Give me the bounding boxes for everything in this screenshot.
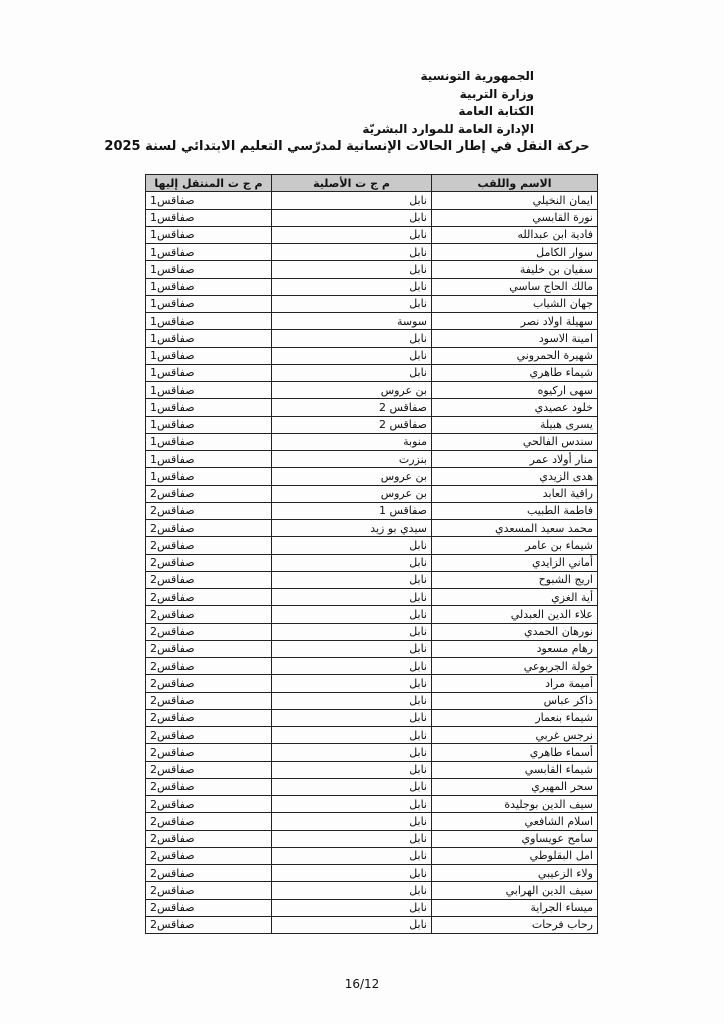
cell-name: شهيرة الحمروني (432, 347, 598, 364)
cell-destination (146, 675, 272, 692)
cell-destination-text: صفاقس2 (150, 573, 195, 587)
cell-destination-text: صفاقس2 (150, 814, 195, 828)
column-header-origin: م ج ت الأصلية (272, 175, 432, 192)
cell-origin: نابل (272, 796, 432, 813)
cell-destination (146, 916, 272, 933)
cell-name: خلود عصيدي (432, 399, 598, 416)
cell-name: مالك الحاج ساسي (432, 278, 598, 295)
cell-name: فادية ابن عبدالله (432, 226, 598, 243)
cell-destination (146, 261, 272, 278)
cell-destination-text: صفاقس2 (150, 676, 195, 690)
cell-destination (146, 658, 272, 675)
document-title (0, 139, 724, 154)
cell-destination-text: صفاقس1 (150, 280, 195, 294)
table-row (146, 571, 598, 588)
column-header-name: الاسم واللقب (432, 175, 598, 192)
cell-name: سامح عويساوي (432, 830, 598, 847)
cell-destination-text: صفاقس2 (150, 590, 195, 604)
cell-destination-text: صفاقس2 (150, 745, 195, 759)
table-row (146, 623, 598, 640)
cell-name: سهى اركيوه (432, 382, 598, 399)
cell-destination (146, 244, 272, 261)
cell-origin: نابل (272, 347, 432, 364)
cell-origin: نابل (272, 692, 432, 709)
cell-name: نرجس غربي (432, 727, 598, 744)
cell-destination (146, 589, 272, 606)
table-row (146, 606, 598, 623)
cell-name: علاء الدين العبدلي (432, 606, 598, 623)
cell-name: فاطمة الطبيب (432, 502, 598, 519)
cell-destination (146, 554, 272, 571)
cell-destination-text: صفاقس2 (150, 625, 195, 639)
cell-destination-text: صفاقس2 (150, 918, 195, 932)
table-row (146, 709, 598, 726)
table-row (146, 899, 598, 916)
cell-origin: نابل (272, 899, 432, 916)
cell-destination-text: صفاقس1 (150, 418, 195, 432)
cell-name: هدى الزيدي (432, 468, 598, 485)
table-row (146, 589, 598, 606)
cell-destination (146, 796, 272, 813)
cell-name: شيماء بنعمار (432, 709, 598, 726)
table-row (146, 778, 598, 795)
cell-origin: نابل (272, 709, 432, 726)
cell-origin: نابل (272, 295, 432, 312)
cell-destination-text: صفاقس2 (150, 866, 195, 880)
cell-name: سندس الفالحي (432, 433, 598, 450)
table-row (146, 692, 598, 709)
header-line-hr-directorate: الإدارة العامة للموارد البشريّة (362, 121, 534, 136)
cell-name: نورة القابسي (432, 209, 598, 226)
cell-origin: بن عروس (272, 485, 432, 502)
cell-destination (146, 226, 272, 243)
cell-origin: نابل (272, 813, 432, 830)
cell-destination-text: صفاقس2 (150, 556, 195, 570)
cell-destination (146, 744, 272, 761)
cell-origin: نابل (272, 865, 432, 882)
cell-origin: نابل (272, 882, 432, 899)
table-row (146, 416, 598, 433)
cell-destination-text: صفاقس1 (150, 400, 195, 414)
table-row (146, 485, 598, 502)
table-row (146, 830, 598, 847)
cell-origin: نابل (272, 330, 432, 347)
table-row (146, 278, 598, 295)
cell-name: شيماء القابسي (432, 761, 598, 778)
table-header-row (146, 175, 598, 192)
table-row (146, 658, 598, 675)
cell-destination-text: صفاقس2 (150, 797, 195, 811)
cell-destination-text: صفاقس1 (150, 469, 195, 483)
cell-destination (146, 865, 272, 882)
cell-destination (146, 571, 272, 588)
cell-name: شيماء بن عامر (432, 537, 598, 554)
cell-destination-text: صفاقس2 (150, 607, 195, 621)
table-row (146, 882, 598, 899)
cell-origin: نابل (272, 244, 432, 261)
cell-destination (146, 640, 272, 657)
cell-destination (146, 623, 272, 640)
header-line-secretariat: الكتابة العامة (458, 104, 534, 118)
cell-destination-text: صفاقس1 (150, 349, 195, 363)
cell-name: أية الغزي (432, 589, 598, 606)
cell-destination-text: صفاقس1 (150, 435, 195, 449)
table-row (146, 761, 598, 778)
cell-origin: نابل (272, 209, 432, 226)
table-row (146, 330, 598, 347)
cell-destination (146, 295, 272, 312)
cell-destination (146, 382, 272, 399)
cell-destination (146, 451, 272, 468)
cell-destination-text: صفاقس1 (150, 452, 195, 466)
cell-origin: نابل (272, 589, 432, 606)
cell-destination (146, 485, 272, 502)
table-row (146, 537, 598, 554)
table-row (146, 520, 598, 537)
cell-origin: بن عروس (272, 382, 432, 399)
cell-origin: نابل (272, 675, 432, 692)
cell-destination (146, 882, 272, 899)
cell-destination (146, 502, 272, 519)
cell-destination (146, 709, 272, 726)
cell-origin: نابل (272, 761, 432, 778)
table-row (146, 451, 598, 468)
cell-name: راقية العابد (432, 485, 598, 502)
cell-destination (146, 847, 272, 864)
document-title-text: حركة النقل في إطار الحالات الإنسانية لمدرّسي التعليم الابتدائي لسنة 2025 (104, 139, 590, 154)
cell-destination-text: صفاقس2 (150, 849, 195, 863)
page-number: 16/12 (344, 977, 380, 991)
table-row (146, 364, 598, 381)
cell-destination-text: صفاقس2 (150, 694, 195, 708)
cell-destination (146, 813, 272, 830)
table-row (146, 209, 598, 226)
cell-destination (146, 692, 272, 709)
cell-destination-text: صفاقس1 (150, 297, 195, 311)
table-row (146, 261, 598, 278)
cell-origin: نابل (272, 623, 432, 640)
cell-destination (146, 313, 272, 330)
cell-name: اسلام الشافعي (432, 813, 598, 830)
cell-origin: نابل (272, 364, 432, 381)
cell-name: سهيلة اولاد نصر (432, 313, 598, 330)
cell-name: سيف الدين الهرابي (432, 882, 598, 899)
table-row (146, 744, 598, 761)
cell-destination (146, 330, 272, 347)
cell-name: اريج الشبوح (432, 571, 598, 588)
cell-destination-text: صفاقس2 (150, 504, 195, 518)
cell-origin: نابل (272, 847, 432, 864)
header-line-republic: الجمهورية التونسية (420, 69, 534, 83)
cell-destination (146, 727, 272, 744)
cell-origin: نابل (272, 192, 432, 209)
cell-name: رحاب فرحات (432, 916, 598, 933)
cell-destination (146, 830, 272, 847)
cell-origin: سيدي بو زيد (272, 520, 432, 537)
cell-origin: بن عروس (272, 468, 432, 485)
table-row (146, 813, 598, 830)
cell-destination (146, 778, 272, 795)
table-row (146, 399, 598, 416)
cell-destination-text: صفاقس2 (150, 763, 195, 777)
cell-destination (146, 278, 272, 295)
cell-origin: سوسة (272, 313, 432, 330)
table-row (146, 916, 598, 933)
transfer-table (145, 174, 598, 934)
cell-destination (146, 364, 272, 381)
cell-name: خولة الجربوعي (432, 658, 598, 675)
table-row (146, 554, 598, 571)
cell-origin: نابل (272, 916, 432, 933)
cell-name: نورهان الحمدي (432, 623, 598, 640)
cell-destination (146, 433, 272, 450)
table-row (146, 382, 598, 399)
cell-destination-text: صفاقس2 (150, 728, 195, 742)
cell-origin: نابل (272, 226, 432, 243)
cell-destination (146, 761, 272, 778)
cell-destination-text: صفاقس1 (150, 383, 195, 397)
ministry-header (362, 68, 534, 138)
cell-destination-text: صفاقس1 (150, 193, 195, 207)
cell-destination-text: صفاقس2 (150, 711, 195, 725)
table-row (146, 226, 598, 243)
cell-origin: صفاقس 1 (272, 502, 432, 519)
cell-destination (146, 416, 272, 433)
cell-origin: نابل (272, 278, 432, 295)
cell-name: محمد سعيد المسعدي (432, 520, 598, 537)
cell-origin: نابل (272, 658, 432, 675)
cell-origin: نابل (272, 744, 432, 761)
cell-destination (146, 520, 272, 537)
cell-destination-text: صفاقس1 (150, 211, 195, 225)
cell-origin: نابل (272, 778, 432, 795)
cell-destination (146, 606, 272, 623)
cell-name: ميساء الجراية (432, 899, 598, 916)
cell-origin: نابل (272, 554, 432, 571)
cell-name: ايمان النخيلي (432, 192, 598, 209)
cell-origin: نابل (272, 727, 432, 744)
cell-origin: نابل (272, 606, 432, 623)
cell-name: ذاكر عباس (432, 692, 598, 709)
cell-destination (146, 192, 272, 209)
cell-destination-text: صفاقس1 (150, 366, 195, 380)
table-row (146, 433, 598, 450)
table-row (146, 347, 598, 364)
cell-name: سوار الكامل (432, 244, 598, 261)
table-row (146, 847, 598, 864)
table-row (146, 727, 598, 744)
cell-origin: نابل (272, 571, 432, 588)
cell-name: امل البقلوطي (432, 847, 598, 864)
cell-destination (146, 209, 272, 226)
cell-destination-text: صفاقس2 (150, 521, 195, 535)
table-row (146, 796, 598, 813)
cell-name: شيماء طاهري (432, 364, 598, 381)
cell-name: رهام مسعود (432, 640, 598, 657)
cell-destination-text: صفاقس1 (150, 228, 195, 242)
cell-destination-text: صفاقس1 (150, 331, 195, 345)
cell-destination (146, 537, 272, 554)
cell-name: أسماء طاهري (432, 744, 598, 761)
cell-destination-text: صفاقس2 (150, 659, 195, 673)
cell-destination-text: صفاقس2 (150, 538, 195, 552)
cell-origin: نابل (272, 640, 432, 657)
cell-destination-text: صفاقس1 (150, 245, 195, 259)
cell-destination-text: صفاقس2 (150, 901, 195, 915)
cell-origin: منوبة (272, 433, 432, 450)
table-row (146, 313, 598, 330)
table-row (146, 502, 598, 519)
cell-name: سيف الدين بوجليدة (432, 796, 598, 813)
table-row (146, 192, 598, 209)
table-row (146, 468, 598, 485)
table-row (146, 640, 598, 657)
cell-destination (146, 899, 272, 916)
cell-destination (146, 399, 272, 416)
cell-origin: نابل (272, 537, 432, 554)
cell-origin: صفاقس 2 (272, 399, 432, 416)
cell-destination (146, 347, 272, 364)
cell-destination-text: صفاقس1 (150, 314, 195, 328)
cell-origin: صفاقس 2 (272, 416, 432, 433)
cell-name: جهان الشياب (432, 295, 598, 312)
header-line-ministry: وزارة التربية (459, 86, 534, 101)
table-row (146, 295, 598, 312)
cell-destination-text: صفاقس2 (150, 832, 195, 846)
cell-name: أماني الزايدي (432, 554, 598, 571)
table-row (146, 675, 598, 692)
cell-destination-text: صفاقس1 (150, 262, 195, 276)
cell-destination-text: صفاقس2 (150, 487, 195, 501)
cell-origin: بنزرت (272, 451, 432, 468)
cell-destination (146, 468, 272, 485)
cell-name: سفيان بن خليفة (432, 261, 598, 278)
cell-destination-text: صفاقس2 (150, 780, 195, 794)
cell-name: سحر المهيري (432, 778, 598, 795)
cell-name: منار أولاد عمر (432, 451, 598, 468)
cell-destination-text: صفاقس2 (150, 883, 195, 897)
column-header-destination: م ج ت المنتقل إليها (146, 175, 272, 192)
table-row (146, 865, 598, 882)
cell-destination-text: صفاقس2 (150, 642, 195, 656)
cell-origin: نابل (272, 830, 432, 847)
cell-origin: نابل (272, 261, 432, 278)
table-row (146, 244, 598, 261)
cell-name: يسرى هبيلة (432, 416, 598, 433)
cell-name: أميمة مراد (432, 675, 598, 692)
table-body (146, 192, 598, 934)
cell-name: امينة الاسود (432, 330, 598, 347)
cell-name: ولاء الزعيبي (432, 865, 598, 882)
